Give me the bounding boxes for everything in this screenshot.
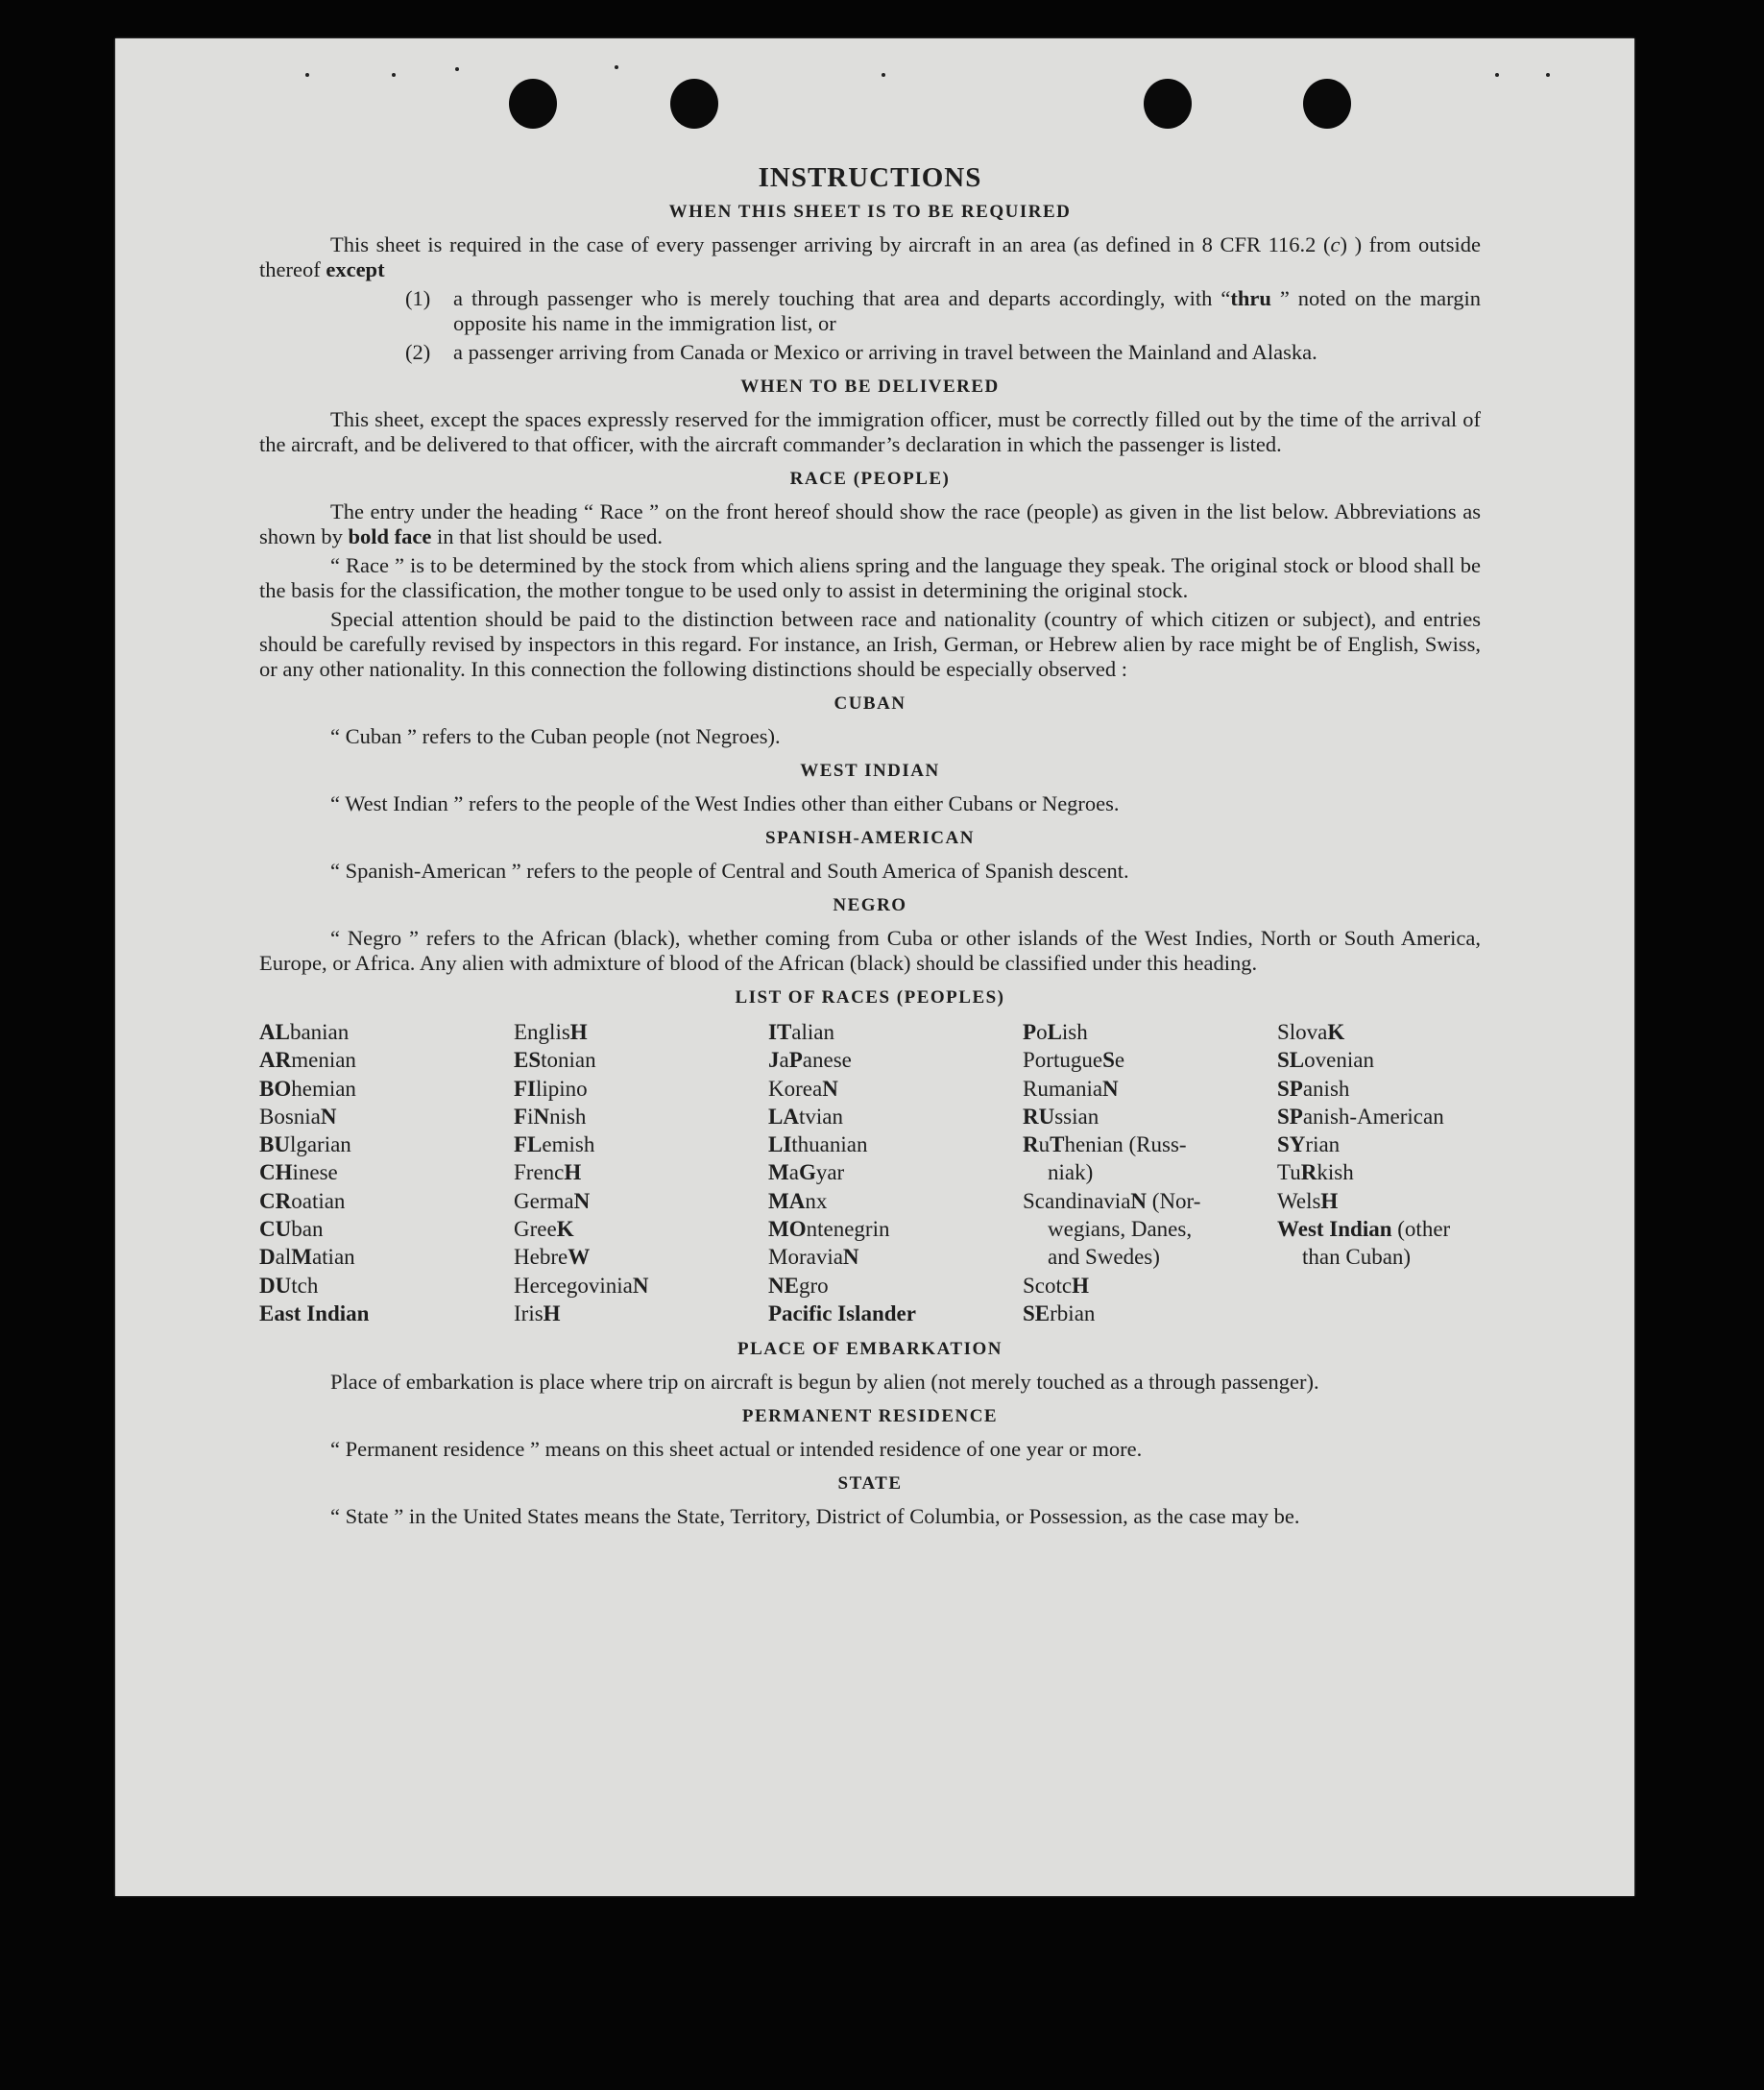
race-entry: FiNnish: [514, 1104, 587, 1129]
paragraph-negro: “ Negro ” refers to the African (black), whether coming from Cuba or other islands of the West Indies, North or South America, Europe, or Africa. Any alien with admixture of blood of the African (black) should be classified under this heading.: [259, 926, 1481, 975]
race-entry: BosniaN: [259, 1104, 337, 1129]
heading-west-indian: WEST INDIAN: [800, 761, 940, 781]
races-column: [768, 1018, 1023, 1327]
race-entry: SErbian: [1023, 1300, 1096, 1325]
race-entry: DalMatian: [259, 1245, 355, 1270]
race-entry: BOhemian: [259, 1076, 356, 1101]
race-entry: SPanish-American: [1277, 1104, 1444, 1129]
heading-race: RACE (PEOPLE): [789, 469, 951, 489]
race-entry: BUlgarian: [259, 1132, 351, 1157]
paragraph-when-required: This sheet is required in the case of every passenger arriving by aircraft in an area (as defined in 8 CFR 116.2 (c) ) from outside thereof except: [259, 232, 1481, 281]
race-entry: than Cuban): [1302, 1245, 1412, 1270]
document-sheet: [115, 38, 1634, 1896]
race-entry: MOntenegrin: [768, 1217, 890, 1242]
race-entry: ITalian: [768, 1020, 834, 1044]
race-entry: DUtch: [259, 1273, 319, 1298]
race-entry: IrisH: [514, 1300, 561, 1325]
race-entry: ScandinaviaN (Nor-: [1023, 1188, 1201, 1213]
race-entry: ALbanian: [259, 1020, 350, 1044]
race-entry: HebreW: [514, 1245, 591, 1270]
speck: [305, 73, 309, 77]
paragraph-race-3: Special attention should be paid to the distinction between race and nationality (country of which citizen or subject), and entries should be carefully revised by inspectors in this regard. For instance, an Irish, German, or Hebrew alien by race might be of English, Swiss, or any other nationality. In this connection the following distinctions should be especially observed :: [259, 607, 1481, 681]
speck: [1546, 73, 1550, 77]
race-entry: RumaniaN: [1023, 1076, 1119, 1101]
race-entry: NEgro: [768, 1273, 829, 1298]
heading-spanish-american: SPANISH-AMERICAN: [765, 828, 975, 848]
race-entry: wegians, Danes,: [1048, 1217, 1193, 1242]
paragraph-spanish-american: “ Spanish-American ” refers to the people of Central and South America of Spanish descent.: [330, 859, 1129, 883]
paragraph-race-2: “ Race ” is to be determined by the stock from which aliens spring and the language they speak. The original stock or blood shall be the basis for the classification, the mother tongue to be used only to assist in determining the original stock.: [259, 553, 1481, 602]
race-entry: ARmenian: [259, 1048, 356, 1073]
races-table: [259, 1018, 1481, 1327]
race-entry: LIthuanian: [768, 1132, 868, 1157]
speck: [392, 73, 396, 77]
race-entry: MAnx: [768, 1188, 828, 1213]
punch-hole: [509, 79, 557, 129]
race-entry: WelsH: [1277, 1188, 1339, 1213]
race-entry: TuRkish: [1277, 1160, 1354, 1185]
race-entry: RuThenian (Russ-: [1023, 1132, 1187, 1157]
heading-embarkation: PLACE OF EMBARKATION: [737, 1339, 1003, 1360]
heading-permanent-residence: PERMANENT RESIDENCE: [741, 1406, 999, 1427]
race-entry: FIlipino: [514, 1076, 588, 1101]
race-entry: niak): [1048, 1160, 1094, 1185]
race-entry: SLovenian: [1277, 1048, 1374, 1073]
races-column: [514, 1018, 768, 1327]
race-entry: West Indian (other: [1277, 1217, 1451, 1242]
race-entry: KoreaN: [768, 1076, 838, 1101]
paragraph-when-delivered: This sheet, except the spaces expressly reserved for the immigration officer, must be correctly filled out by the time of the arrival of the aircraft, and be delivered to that officer, with the aircraft commander’s declaration in which the passenger is listed.: [259, 407, 1481, 456]
race-entry: MoraviaN: [768, 1245, 859, 1270]
race-entry: SlovaK: [1277, 1020, 1345, 1044]
instructions-body: [259, 163, 1481, 1533]
speck: [455, 67, 459, 71]
race-entry: LAtvian: [768, 1104, 843, 1129]
race-entry: Pacific Islander: [768, 1300, 916, 1325]
races-column: [1277, 1018, 1481, 1327]
race-entry: MaGyar: [768, 1160, 845, 1185]
heading-when-delivered: WHEN TO BE DELIVERED: [740, 377, 1000, 397]
paragraph-state: “ State ” in the United States means the State, Territory, District of Columbia, or Possession, as the case may be.: [330, 1504, 1300, 1529]
heading-list-of-races: LIST OF RACES (PEOPLES): [735, 987, 1005, 1008]
race-entry: HercegoviniaN: [514, 1273, 649, 1298]
speck: [1495, 73, 1499, 77]
race-entry: FrencH: [514, 1160, 582, 1185]
race-entry: JaPanese: [768, 1048, 852, 1073]
punch-hole: [1303, 79, 1351, 129]
heading-negro: NEGRO: [833, 895, 907, 915]
paragraph-race-1: The entry under the heading “ Race ” on the front hereof should show the race (people) as given in the list below. Abbreviations as shown by bold face in that list should be used.: [259, 499, 1481, 548]
race-entry: SYrian: [1277, 1132, 1341, 1157]
race-entry: GreeK: [514, 1217, 574, 1242]
page-title: INSTRUCTIONS: [758, 162, 982, 193]
races-column: [259, 1018, 514, 1327]
race-entry: ScotcH: [1023, 1273, 1089, 1298]
race-entry: EStonian: [514, 1048, 596, 1073]
heading-when-required: WHEN THIS SHEET IS TO BE REQUIRED: [668, 202, 1072, 222]
speck: [882, 73, 885, 77]
paragraph-cuban: “ Cuban ” refers to the Cuban people (not Negroes).: [330, 724, 781, 748]
exception-item-2: (2) a passenger arriving from Canada or Mexico or arriving in travel between the Mainland and Alaska.: [405, 340, 1317, 364]
heading-state: STATE: [837, 1473, 903, 1495]
race-entry: and Swedes): [1048, 1245, 1160, 1270]
races-column: [1023, 1018, 1277, 1327]
paragraph-embarkation: Place of embarkation is place where trip on aircraft is begun by alien (not merely touched as a through passenger).: [330, 1370, 1319, 1395]
race-entry: East Indian: [259, 1300, 370, 1325]
punch-hole: [1144, 79, 1192, 129]
race-entry: RUssian: [1023, 1104, 1099, 1129]
paragraph-west-indian: “ West Indian ” refers to the people of the West Indies other than either Cubans or Negroes.: [330, 791, 1120, 815]
race-entry: CUban: [259, 1217, 324, 1242]
exception-item-1: (1) a through passenger who is merely touching that area and departs accordingly, with “thru ” noted on the margin opposite his name in the immigration list, or: [405, 286, 1481, 335]
punch-hole: [670, 79, 718, 129]
race-entry: PoLish: [1023, 1020, 1088, 1044]
race-entry: PortugueSe: [1023, 1048, 1125, 1073]
race-entry: EnglisH: [514, 1020, 588, 1044]
paragraph-permanent-residence: “ Permanent residence ” means on this sheet actual or intended residence of one year or more.: [330, 1437, 1143, 1462]
race-entry: CRoatian: [259, 1188, 346, 1213]
race-entry: SPanish: [1277, 1076, 1350, 1101]
heading-cuban: CUBAN: [834, 693, 906, 714]
speck: [615, 65, 618, 69]
race-entry: CHinese: [259, 1160, 338, 1185]
race-entry: FLemish: [514, 1132, 595, 1157]
race-entry: GermaN: [514, 1188, 591, 1213]
